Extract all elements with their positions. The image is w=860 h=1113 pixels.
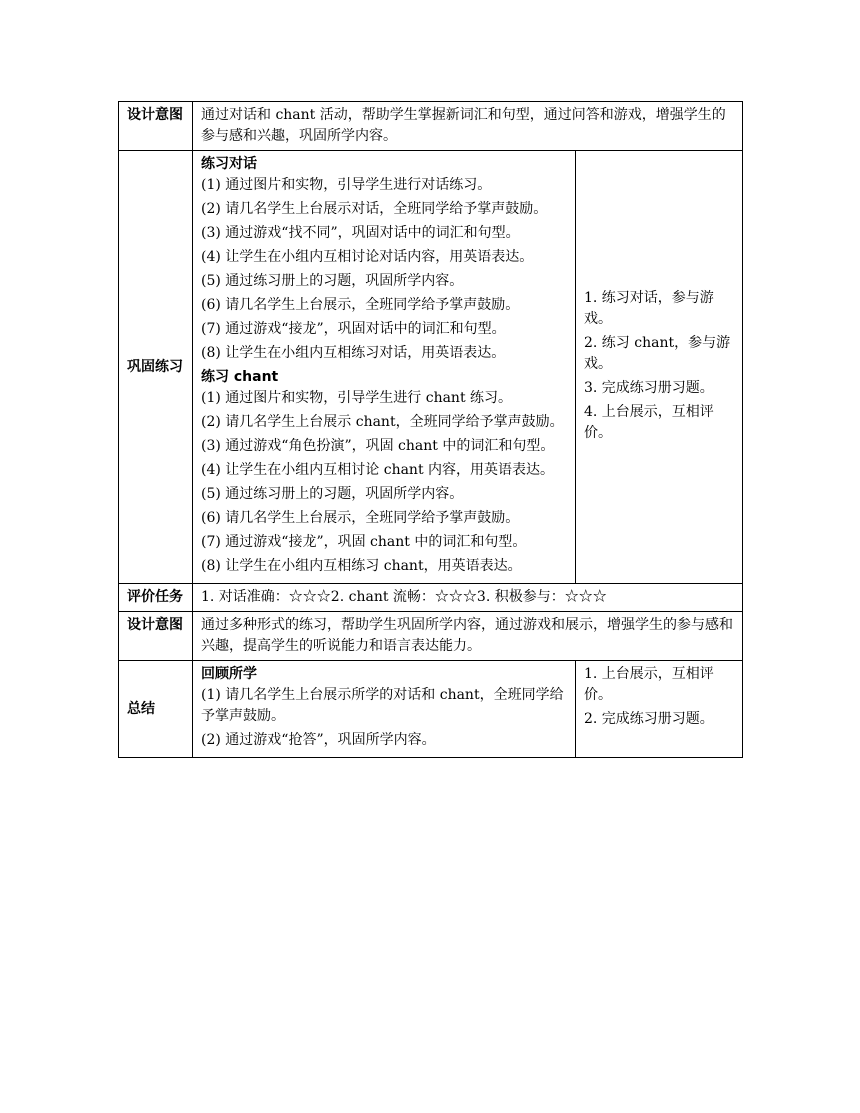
summary-activities — [193, 661, 576, 758]
evaluation-text: 1. 对话准确：☆☆☆2. chant 流畅：☆☆☆3. 积极参与：☆☆☆ — [193, 584, 743, 612]
activity-step: (8) 让学生在小组内互相练习对话，用英语表达。 — [201, 345, 506, 361]
activity-step: (8) 让学生在小组内互相练习 chant，用英语表达。 — [201, 558, 522, 574]
activity-step: (1) 请几名学生上台展示所学的对话和 chant，全班同学给予掌声鼓励。 — [201, 687, 564, 724]
activity-step: (6) 请几名学生上台展示，全班同学给予掌声鼓励。 — [201, 297, 520, 313]
row-label: 评价任务 — [119, 584, 193, 612]
student-activity-item: 1. 上台展示，互相评价。 — [584, 666, 714, 703]
student-activity-item: 4. 上台展示，互相评价。 — [584, 403, 714, 441]
design-intent-row-2 — [119, 612, 743, 661]
practice-row — [119, 151, 743, 584]
student-activities — [576, 151, 743, 584]
activity-step: (1) 通过图片和实物，引导学生进行对话练习。 — [201, 177, 492, 193]
practice-activities — [193, 151, 576, 584]
activity-step: (3) 通过游戏“角色扮演”，巩固 chant 中的词汇和句型。 — [201, 438, 555, 454]
row-label: 设计意图 — [119, 612, 193, 661]
row-label: 巩固练习 — [119, 151, 193, 584]
activity-step: (2) 请几名学生上台展示对话，全班同学给予掌声鼓励。 — [201, 201, 548, 217]
activity-step: (5) 通过练习册上的习题，巩固所学内容。 — [201, 273, 464, 289]
activity-step: (4) 让学生在小组内互相讨论对话内容，用英语表达。 — [201, 249, 534, 265]
row-label: 总结 — [119, 661, 193, 758]
design-intent-text: 通过多种形式的练习，帮助学生巩固所学内容，通过游戏和展示，增强学生的参与感和兴趣，提高学生的听说能力和语言表达能力。 — [193, 612, 743, 661]
student-activity-item: 2. 练习 chant，参与游戏。 — [584, 334, 731, 372]
section-title: 练习对话 — [201, 156, 257, 172]
lesson-plan-table — [118, 101, 743, 758]
activity-step: (1) 通过图片和实物，引导学生进行 chant 练习。 — [201, 390, 513, 406]
activity-step: (7) 通过游戏“接龙”，巩固对话中的词汇和句型。 — [201, 321, 506, 337]
activity-step: (7) 通过游戏“接龙”，巩固 chant 中的词汇和句型。 — [201, 534, 527, 550]
activity-step: (4) 让学生在小组内互相讨论 chant 内容，用英语表达。 — [201, 462, 555, 478]
student-activity-item: 3. 完成练习册习题。 — [584, 379, 714, 396]
section-title: 练习 chant — [201, 369, 279, 385]
design-intent-row-1 — [119, 102, 743, 151]
activity-step: (5) 通过练习册上的习题，巩固所学内容。 — [201, 486, 464, 502]
activity-step: (6) 请几名学生上台展示，全班同学给予掌声鼓励。 — [201, 510, 520, 526]
design-intent-text: 通过对话和 chant 活动，帮助学生掌握新词汇和句型，通过问答和游戏，增强学生的参与感和兴趣，巩固所学内容。 — [193, 102, 743, 151]
row-label: 设计意图 — [119, 102, 193, 151]
activity-step: (3) 通过游戏“找不同”，巩固对话中的词汇和句型。 — [201, 225, 520, 241]
student-activities — [576, 661, 743, 758]
student-activity-item: 1. 练习对话，参与游戏。 — [584, 289, 714, 327]
activity-step: (2) 通过游戏“抢答”，巩固所学内容。 — [201, 732, 436, 748]
evaluation-row — [119, 584, 743, 612]
activity-step: (2) 请几名学生上台展示 chant，全班同学给予掌声鼓励。 — [201, 414, 564, 430]
summary-row — [119, 661, 743, 758]
section-title: 回顾所学 — [201, 666, 257, 682]
student-activity-item: 2. 完成练习册习题。 — [584, 711, 714, 727]
